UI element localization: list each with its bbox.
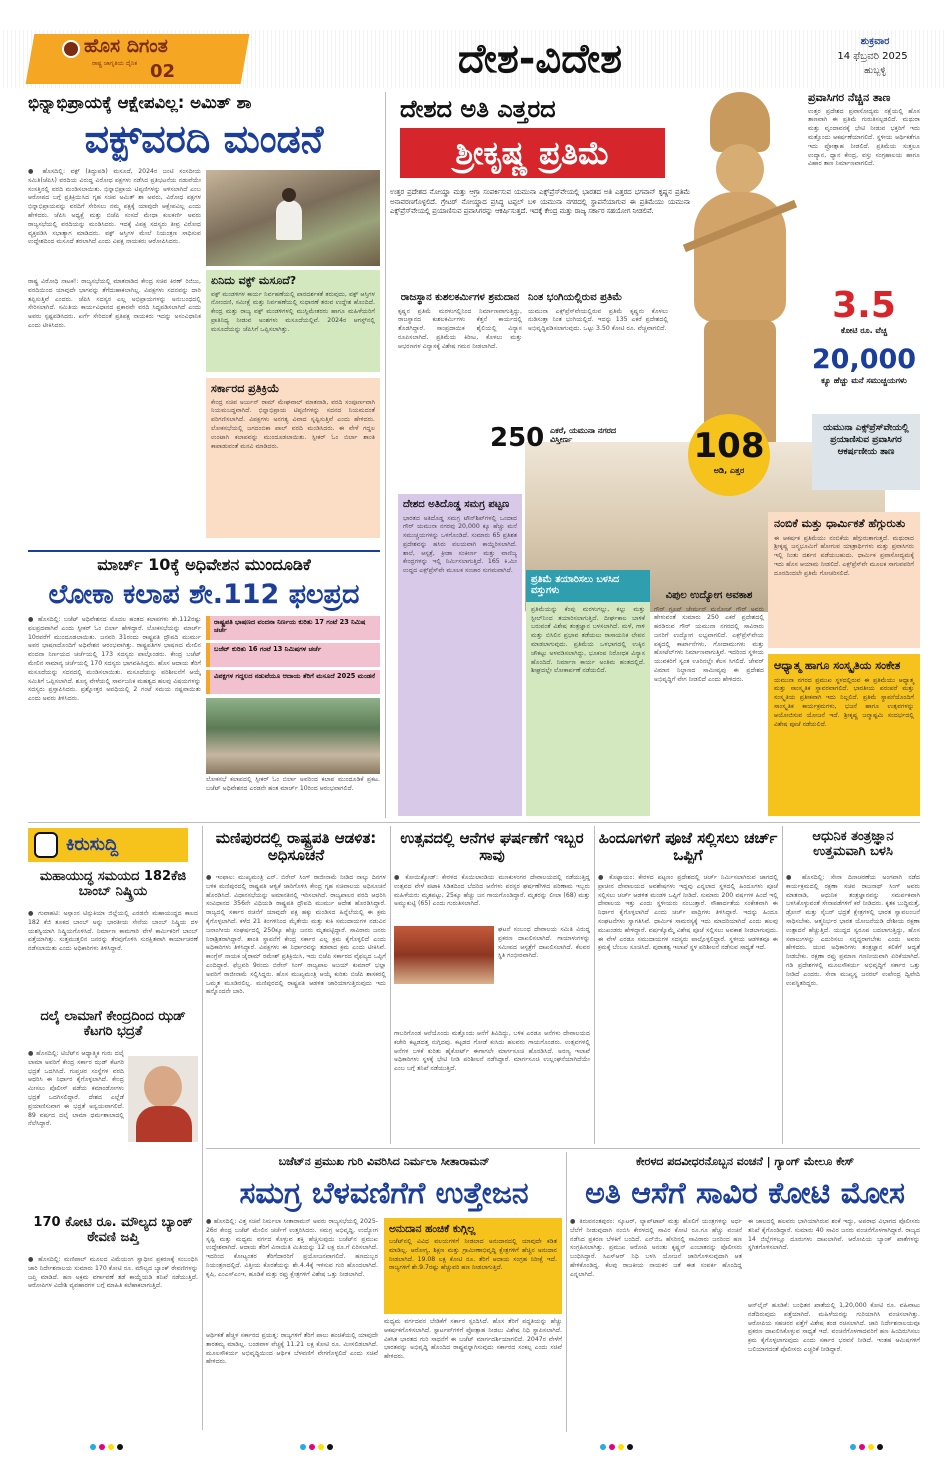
fraud-story xyxy=(570,1152,920,1432)
spiritual-box xyxy=(768,654,920,816)
brief-3-text: ● ಹೊಸದಿಲ್ಲಿ: ಮಣಿಪಾಲ್ ಮೂಲದ ವಿಮೆಯಂಗ ಸ್ವಾಧೀನ ಪ್ರಕರಣಕ್ಕೆ ಸಂಬಂಧಿಸಿ ಜಾರಿ ನಿರ್ದೇಶನಾಲಯ ಸುಮಾರು 170 ಕೋಟಿ ರೂ. ಮೌಲ್ಯದ ಬ್ಯಾಂಕ್ ಠೇವಣಿಗಳನ್ನು ಜಪ್ತಿ ಮಾಡಿದೆ. ಹಣ ಅಕ್ರಮ ವರ್ಗಾವಣೆ ತಡೆ ಕಾಯ್ದೆಯಡಿ ತನಿಖೆ ನಡೆಯುತ್ತಿದೆ. ಆರೋಪಿಗಳ ವಿದೇಶಿ ವ್ಯವಹಾರಗಳ ಬಗ್ಗೆ ಮಾಹಿತಿ ಕಲೆಹಾಕಲಾಗುತ್ತಿದೆ. xyxy=(28,1256,198,1290)
krishna-feature xyxy=(390,92,920,818)
waqf-body-2: ರಾಷ್ಟ್ರ ವಿರೋಧಿ ನಾಟಕ!: ರಾಜ್ಯಸಭೆಯಲ್ಲಿ ಮಾತನಾಡಿದ ಕೇಂದ್ರ ಸಚಿವ ಕಿರಣ್ ರಿಜಿಜು, ವರದಿಯಿಂದ ಯಾವುದೇ ಭಾಗವನ್ನು ತೆಗೆದುಹಾಕಲಾಗಿಲ್ಲ. ವಿಪಕ್ಷಗಳು ಸದನವನ್ನು ದಾರಿ ತಪ್ಪಿಸುತ್ತಿವೆ ಎಂದರು. ಜೆಪಿಸಿ ಸದಸ್ಯರ ಎಲ್ಲ ಅಭಿಪ್ರಾಯಗಳನ್ನು ಅನುಬಂಧದಲ್ಲಿ ಸೇರಿಸಲಾಗಿದೆ. ಸಮಿತಿಯ ಕಾರ್ಯವಿಧಾನದ ಪ್ರಕಾರವೇ ವರದಿ ಸಿದ್ಧಪಡಿಸಲಾಗಿದೆ ಎಂದು ಅವರು ಸ್ಪಷ್ಟಪಡಿಸಿದರು. ಖರ್ಗೆ ಸೇರಿದಂತೆ ಪ್ರತಿಪಕ್ಷ ನಾಯಕರು ಇದನ್ನು ಅಸಂವಿಧಾನಿಕ ಎಂದು ಟೀಕಿಸಿದರು. xyxy=(28,278,201,329)
krishna-kicker: ದೇಶದ ಅತಿ ಎತ್ತರದ xyxy=(400,96,556,123)
brief-2-title: ದಲೈ ಲಾಮಾಗೆ ಕೇಂದ್ರದಿಂದ ಝಡ್ ಕೆಟಗರಿ ಭದ್ರತೆ xyxy=(40,1010,186,1039)
houses-value: 20,000 xyxy=(811,344,917,375)
logo-text: ಹೊಸ ದಿಗಂತ xyxy=(84,36,168,57)
township-title: ದೇಶದ ಅತಿದೊಡ್ಡ ಸಮಗ್ರ ಪಟ್ಟಣ xyxy=(403,499,510,510)
elephant-story xyxy=(394,826,590,1144)
manipur-story xyxy=(206,826,386,1144)
brief-1-text: ● ಗುವಾಹಟಿ: ಅಸ್ಸಾಂನ ಟಿನ್ಸುಕಿಯಾ ಜಿಲ್ಲೆಯಲ್ಲಿ ಎರಡನೇ ಮಹಾಯುದ್ಧದ ಕಾಲದ 182 ಕೆಜಿ ತೂಕದ ಬಾಂಬ್ ಅನ್ನು ಭಾರತೀಯ ಸೇನೆಯ ಬಾಂಬ್ ನಿಷ್ಕ್ರಿಯ ದಳ ಯಶಸ್ವಿಯಾಗಿ ನಿಷ್ಕ್ರಿಯಗೊಳಿಸಿದೆ. ನಿರ್ಮಾಣ ಕಾಮಗಾರಿ ವೇಳೆ ಕಾರ್ಮಿಕರಿಗೆ ಬಾಂಬ್ ಪತ್ತೆಯಾಗಿತ್ತು. ಸುತ್ತಮುತ್ತಲಿನ ಜನರನ್ನು ತೆರವುಗೊಳಿಸಿ ಸುರಕ್ಷಿತವಾಗಿ ಕಾರ್ಯಾಚರಣೆ ನಡೆಸಲಾಯಿತು ಎಂದು ಅಧಿಕಾರಿಗಳು ತಿಳಿಸಿದ್ದಾರೆ. xyxy=(28,910,198,953)
waqf-story xyxy=(28,92,380,544)
waqf-government-box xyxy=(206,378,380,538)
column-divider xyxy=(385,92,386,818)
waqf-parliament-photo xyxy=(206,170,380,266)
region-box xyxy=(528,292,668,404)
rajasthan-title: ರಾಜಸ್ಥಾನ ಕುಶಲಕರ್ಮಿಗಳ ಶ್ರಮದಾನ xyxy=(400,292,520,303)
tech-text: ● ಹೊಸದಿಲ್ಲಿ: ಸೇನಾ ದಿನಾಚರಣೆಯ ಅಂಗವಾಗಿ ನಡೆದ ಕಾರ್ಯಕ್ರಮದಲ್ಲಿ ರಕ್ಷಣಾ ಸಚಿವ ರಾಜನಾಥ್ ಸಿಂಗ್ ಅವರು ಮಾತನಾಡಿ, ಆಧುನಿಕ ತಂತ್ರಜ್ಞಾನವನ್ನು ಸಮರ್ಪಕವಾಗಿ ಬಳಸಿಕೊಳ್ಳುವಂತೆ ಸೇನಾಪಡೆಗಳಿಗೆ ಕರೆ ನೀಡಿದರು. ಕೃತಕ ಬುದ್ಧಿಮತ್ತೆ, ಡ್ರೋನ್ ಮತ್ತು ಸೈಬರ್ ಭದ್ರತೆ ಕ್ಷೇತ್ರಗಳಲ್ಲಿ ಭಾರತ ಸ್ವಾವಲಂಬನೆ ಸಾಧಿಸಬೇಕು. ಆತ್ಮನಿರ್ಭರ ಭಾರತ ಯೋಜನೆಯಡಿ ದೇಶೀಯ ರಕ್ಷಣಾ ಉತ್ಪಾದನೆ ಹೆಚ್ಚುತ್ತಿದೆ. ಯುದ್ಧದ ಸ್ವರೂಪ ಬದಲಾಗುತ್ತಿದ್ದು, ಹೊಸ ಸವಾಲುಗಳನ್ನು ಎದುರಿಸಲು ಸನ್ನದ್ಧರಾಗಬೇಕು ಎಂದು ಅವರು ಹೇಳಿದರು. ಯುವ ಅಧಿಕಾರಿಗಳು ತಂತ್ರಜ್ಞಾನ ಕಲಿಕೆಗೆ ಆದ್ಯತೆ ನೀಡಬೇಕು. ರಕ್ಷಣಾ ರಫ್ತು ಪ್ರಮಾಣ ಗಣನೀಯವಾಗಿ ಏರಿಕೆಯಾಗಿದೆ. ಗಡಿ ಪ್ರದೇಶಗಳಲ್ಲಿ ಮೂಲಸೌಕರ್ಯ ಅಭಿವೃದ್ಧಿಗೆ ಸರ್ಕಾರ ಒತ್ತು ನೀಡಿದೆ ಎಂದರು. ಸೇನಾ ಮುಖ್ಯಸ್ಥ ಜನರಲ್ ಉಪೇಂದ್ರ ದ್ವಿವೇದಿ ಉಪಸ್ಥಿತರಿದ್ದರು. xyxy=(786,874,920,987)
registration-marks-mid-left xyxy=(300,1444,333,1450)
session-kicker: ಮಾರ್ಚ್ 10ಕ್ಕೆ ಅಧಿವೇಶನ ಮುಂದೂಡಿಕೆ xyxy=(97,556,311,574)
tourist-title: ಪ್ರವಾಸಿಗರ ನೆಚ್ಚಿನ ತಾಣ xyxy=(808,92,891,104)
logo-tagline: ರಾಷ್ಟ್ರ ಜಾಗೃತಿಯ ದೈನಿಕ xyxy=(92,60,138,67)
budget-kicker: ಬಜೆಟ್‌ನ ಪ್ರಮುಖ ಗುರಿ ವಿವರಿಸಿದ ನಿರ್ಮಲಾ ಸೀತಾರಾಮನ್ xyxy=(278,1156,490,1168)
kirusuddi-label: ಕಿರುಸುದ್ದಿ xyxy=(66,834,119,855)
waqf-government-text: ಕೇಂದ್ರ ಸಚಿವ ಅರ್ಜುನ್ ರಾಮ್ ಮೇಘವಾಲ್ ಮಾತನಾಡಿ, ವರದಿ ಸಂಪೂರ್ಣವಾಗಿ ನಿಯಮಬದ್ಧವಾಗಿದೆ. ಭಿನ್ನಾಭಿಪ್ರಾಯ ಟಿಪ್ಪಣಿಗಳನ್ನು ಸದನದ ನಿಯಮದಂತೆ ಪರಿಗಣಿಸಲಾಗಿದೆ. ವಿಪಕ್ಷಗಳು ಅನಗತ್ಯ ವಿವಾದ ಸೃಷ್ಟಿಸುತ್ತಿವೆ ಎಂದು ಹೇಳಿದರು. ಲೋಕಸಭೆಯಲ್ಲಿ ಜಗದಂಬಿಕಾ ಪಾಲ್ ವರದಿ ಮಂಡಿಸಿದರು. ಈ ವೇಳೆ ಗದ್ದಲ ಉಂಟಾಗಿ ಕಲಾಪವನ್ನು ಮುಂದೂಡಲಾಯಿತು. ಸ್ಪೀಕರ್ ಓಂ ಬಿರ್ಲಾ ಶಾಂತಿ ಕಾಪಾಡುವಂತೆ ಮನವಿ ಮಾಡಿದರು. xyxy=(211,398,375,450)
acres-value: 250 xyxy=(490,423,545,453)
height-label: ಅಡಿ, ಎತ್ತರ xyxy=(713,466,745,475)
session-body: ● ಹೊಸದಿಲ್ಲಿ: ಬಜೆಟ್ ಅಧಿವೇಶನದ ಮೊದಲ ಹಂತದ ಕಲಾಪಗಳು ಶೇ.112ರಷ್ಟು ಫಲಪ್ರದವಾಗಿವೆ ಎಂದು ಸ್ಪೀಕರ್ ಓಂ ಬಿರ್ಲಾ ಹೇಳಿದ್ದಾರೆ. ಲೋಕಸಭೆಯನ್ನು ಮಾರ್ಚ್ 10ರವರೆಗೆ ಮುಂದೂಡಲಾಯಿತು. ಜನವರಿ 31ರಂದು ರಾಷ್ಟ್ರಪತಿ ದ್ರೌಪದಿ ಮುರ್ಮು ಅವರ ಭಾಷಣದೊಂದಿಗೆ ಅಧಿವೇಶನ ಆರಂಭವಾಗಿತ್ತು. ರಾಷ್ಟ್ರಪತಿಗಳ ಭಾಷಣದ ಮೇಲಿನ ವಂದನಾ ನಿರ್ಣಯದ ಚರ್ಚೆಯಲ್ಲಿ 173 ಸದಸ್ಯರು ಪಾಲ್ಗೊಂಡರು. ಕೇಂದ್ರ ಬಜೆಟ್ ಮೇಲಿನ ಸಾಮಾನ್ಯ ಚರ್ಚೆಯಲ್ಲಿ 170 ಸದಸ್ಯರು ಭಾಗವಹಿಸಿದ್ದರು. ಹೊಸ ಆದಾಯ ತೆರಿಗೆ ಮಸೂದೆಯನ್ನು ಸದನದಲ್ಲಿ ಮಂಡಿಸಲಾಯಿತು. ಮಸೂದೆಯನ್ನು ಪರಿಶೀಲನೆಗೆ ಆಯ್ಕೆ ಸಮಿತಿಗೆ ಒಪ್ಪಿಸಲಾಗಿದೆ. ಶೂನ್ಯ ವೇಳೆಯಲ್ಲಿ ಸಾರ್ವಜನಿಕ ಮಹತ್ವದ ಹಲವು ವಿಷಯಗಳನ್ನು ಸದಸ್ಯರು ಪ್ರಸ್ತಾಪಿಸಿದರು. ಪ್ರಶ್ನೋತ್ತರ ಅವಧಿಯಲ್ಲಿ 2 ಗಂಟೆ ಸಮಯ ನಷ್ಟವಾಯಿತು ಎಂದು ಅವರು ತಿಳಿಸಿದರು. xyxy=(28,616,201,703)
registration-marks-mid-right xyxy=(600,1444,633,1450)
waqf-government-title: ಸರ್ಕಾರದ ಪ್ರತಿಕ್ರಿಯೆ xyxy=(211,382,280,395)
kirusuddi-column xyxy=(28,826,198,1430)
church-story xyxy=(598,826,778,1144)
church-headline: ಹಿಂದೂಗಳಿಗೆ ಪೂಜೆ ಸಲ್ಲಿಸಲು ಚರ್ಚ್ ಒಪ್ಪಿಗೆ xyxy=(598,830,778,865)
waqf-explainer-text: ವಕ್ಫ್ ಮಂಡಳಿಗಳ ಕಾರ್ಯ ನಿರ್ವಹಣೆಯಲ್ಲಿ ಪಾರದರ್ಶಕತೆ ತರುವುದು, ವಕ್ಫ್ ಆಸ್ತಿಗಳ ನೋಂದಣಿ, ಸಮೀಕ್ಷೆ ಮತ್ತು ನಿರ್ವಹಣೆಯಲ್ಲಿ ಸುಧಾರಣೆ ತರುವ ಉದ್ದೇಶ ಹೊಂದಿದೆ. ಕೇಂದ್ರ ಮತ್ತು ರಾಜ್ಯ ವಕ್ಫ್ ಮಂಡಳಿಗಳಲ್ಲಿ ಮುಸ್ಲಿಮೇತರರು ಹಾಗೂ ಮಹಿಳೆಯರಿಗೆ ಪ್ರಾತಿನಿಧ್ಯ ನೀಡುವ ಅಂಶಗಳು ಮಸೂದೆಯಲ್ಲಿವೆ. 2024ರ ಆಗಸ್ಟ್‌ನಲ್ಲಿ ಮಸೂದೆಯನ್ನು ಜೆಪಿಸಿಗೆ ಒಪ್ಪಿಸಲಾಗಿತ್ತು. xyxy=(211,290,375,333)
elephant-text-3: ಗಾಬರಿಗೊಂಡ ಆನೆಯೊಂದು ಮತ್ತೊಂದು ಆನೆಗೆ ತಿವಿದಿದ್ದು, ಬಳಿಕ ಎರಡೂ ಆನೆಗಳು ದೇವಾಲಯದ ಕಚೇರಿ ಕಟ್ಟಡದತ್ತ ನುಗ್ಗಿದವು. ಕಟ್ಟಡದ ಗೋಡೆ ಕುಸಿದು ಹಲವರು ಗಾಯಗೊಂಡರು. ಉತ್ಸವಗಳಲ್ಲಿ ಆನೆಗಳ ಬಳಕೆ ಕುರಿತು ಹೈಕೋರ್ಟ್ ಈಗಾಗಲೇ ಮಾರ್ಗಸೂಚಿ ಹೊರಡಿಸಿದೆ. ಅರಣ್ಯ ಇಲಾಖೆ ಅಧಿಕಾರಿಗಳು ಸ್ಥಳಕ್ಕೆ ಭೇಟಿ ನೀಡಿ ಪರಿಶೀಲನೆ ನಡೆಸಿದ್ದಾರೆ. ಮಾರ್ಗಸೂಚಿ ಉಲ್ಲಂಘನೆಯಾಗಿದೆಯೇ ಎಂಬ ಬಗ್ಗೆ ತನಿಖೆ ನಡೆಯುತ್ತಿದೆ. xyxy=(394,1030,590,1073)
faith-text: ಈ ಆಕರ್ಷಕ ಪ್ರತಿಮೆಯು ನಂಬಿಕೆಯ ಹೆಗ್ಗುರುತಾಗುತ್ತದೆ. ಮಥುರಾದ ಶ್ರೀಕೃಷ್ಣ ಜನ್ಮಭೂಮಿಗೆ ಹೋಗುವ ಯಾತ್ರಾರ್ಥಿಗಳು ಮತ್ತು ಪ್ರವಾಸಿಗರು ಇಲ್ಲಿ ನಿಂತು ದರ್ಶನ ಪಡೆಯಬಹುದು. ಧಾರ್ಮಿಕ ಪ್ರವಾಸೋದ್ಯಮಕ್ಕೆ ಇದು ಹೊಸ ಆಯಾಮ ನೀಡಲಿದೆ. ಎಕ್ಸ್‌ಪ್ರೆಸ್‌ವೇ ಮೂಲಕ ಸಾಗುವವರಿಗೆ ದೂರದಿಂದಲೇ ಪ್ರತಿಮೆ ಗೋಚರಿಸಲಿದೆ. xyxy=(774,534,914,577)
budget-grant-box xyxy=(384,1218,562,1314)
materials-text: ಪ್ರತಿಮೆಯನ್ನು ಕೆಂಪು ಮರಳುಗಲ್ಲು, ಕಲ್ಲು ಮತ್ತು ಸ್ಟೀಲ್‌ನಿಂದ ತಯಾರಿಸಲಾಗುತ್ತಿದೆ. ದೀರ್ಘಕಾಲ ಬಾಳಿಕೆ ಬರುವಂತೆ ವಿಶೇಷ ತಂತ್ರಜ್ಞಾನ ಬಳಸಲಾಗಿದೆ. ಮಳೆ, ಗಾಳಿ ಮತ್ತು ಬಿಸಿಲಿನ ಪ್ರಭಾವ ತಡೆಯಲು ರಾಸಾಯನಿಕ ಲೇಪನ ಮಾಡಲಾಗುವುದು. ಪ್ರತಿಮೆಯ ಒಳಭಾಗದಲ್ಲಿ ಉಕ್ಕಿನ ಚೌಕಟ್ಟು ಅಳವಡಿಸಲಾಗಿದ್ದು, ಭೂಕಂಪ ನಿರೋಧಕ ವಿನ್ಯಾಸ ಹೊಂದಿದೆ. ನಿರ್ಮಾಣ ಕಾರ್ಯ ಅಂತಿಮ ಹಂತದಲ್ಲಿದೆ. ಶೀಘ್ರದಲ್ಲೇ ಲೋಕಾರ್ಪಣೆ ನಡೆಯಲಿದೆ. xyxy=(531,605,645,675)
brief-1-title: ಮಹಾಯುದ್ಧ ಸಮಯದ 182ಕೆಜಿ ಬಾಂಬ್ ನಿಷ್ಕ್ರಿಯ xyxy=(39,870,187,899)
tech-story xyxy=(786,826,920,1144)
row-divider xyxy=(28,822,920,823)
cost-value: 3.5 xyxy=(832,286,896,326)
budget-text-1: ● ಹೊಸದಿಲ್ಲಿ: ವಿತ್ತ ಸಚಿವೆ ನಿರ್ಮಲಾ ಸೀತಾರಾಮನ್ ಅವರು ರಾಜ್ಯಸಭೆಯಲ್ಲಿ 2025-26ರ ಕೇಂದ್ರ ಬಜೆಟ್ ಮೇಲಿನ ಚರ್ಚೆಗೆ ಉತ್ತರಿಸಿದರು. ಸಮಗ್ರ ಅಭಿವೃದ್ಧಿ, ಉದ್ಯೋಗ ಸೃಷ್ಟಿ ಮತ್ತು ಮಧ್ಯಮ ವರ್ಗದ ಕೊಳ್ಳುವ ಶಕ್ತಿ ಹೆಚ್ಚಿಸುವುದು ಬಜೆಟ್‌ನ ಪ್ರಮುಖ ಉದ್ದೇಶವಾಗಿದೆ. ಆದಾಯ ತೆರಿಗೆ ವಿನಾಯಿತಿ ಮಿತಿಯನ್ನು 12 ಲಕ್ಷ ರೂ.ಗೆ ಏರಿಸಲಾಗಿದೆ. ಇದರಿಂದ ಕೋಟ್ಯಂತರ ತೆರಿಗೆದಾರರಿಗೆ ಪ್ರಯೋಜನವಾಗಲಿದೆ. ಹಣದುಬ್ಬರ ನಿಯಂತ್ರಣದಲ್ಲಿದೆ. ವಿತ್ತೀಯ ಕೊರತೆಯನ್ನು ಶೇ.4.4ಕ್ಕೆ ಇಳಿಸುವ ಗುರಿ ಹೊಂದಲಾಗಿದೆ. ಕೃಷಿ, ಎಂಎಸ್‌ಎಂಇ, ಹೂಡಿಕೆ ಮತ್ತು ರಫ್ತು ಕ್ಷೇತ್ರಗಳಿಗೆ ವಿಶೇಷ ಒತ್ತು ನೀಡಲಾಗಿದೆ. xyxy=(206,1218,378,1278)
waqf-kicker: ಭಿನ್ನಾಭಿಪ್ರಾಯಕ್ಕೆ ಆಕ್ಷೇಪವಿಲ್ಲ: ಅಮಿತ್ ಶಾ xyxy=(28,94,252,112)
krishna-intro: ಉತ್ತರ ಪ್ರದೇಶದ ನೋಯ್ಡಾ ಮತ್ತು ಆಗ್ರಾ ಸಂಪರ್ಕಿಸುವ ಯಮುನಾ ಎಕ್ಸ್‌ಪ್ರೆಸ್‌ವೇಯಲ್ಲಿ ಭಾರತದ ಅತಿ ಎತ್ತರದ ಭಗವಾನ್ ಕೃಷ್ಣನ ಪ್ರತಿಮೆ ಅನಾವರಣಗೊಳ್ಳಲಿದೆ. ಗ್ರೇಟರ್ ನೋಯ್ಡಾದ ಪ್ರಸಿದ್ಧ ಟಪ್ಪಲ್ ಬಳಿ ಯಮುನಾ ನಗರದಲ್ಲಿ ಸ್ಥಾಪನೆಯಾಗುವ ಈ ಪ್ರತಿಮೆಯು ಯಮುನಾ ಎಕ್ಸ್‌ಪ್ರೆಸ್‌ವೇಯಲ್ಲಿ ಪ್ರಯಾಣಿಸುವ ಪ್ರವಾಸಿಗರನ್ನು ಆಕರ್ಷಿಸುತ್ತದೆ. ಇದಕ್ಕೆ ಕೇಂದ್ರ ಮತ್ತು ರಾಜ್ಯ ಸರ್ಕಾರ ಸಹಯೋಗ ನೀಡಲಿವೆ. xyxy=(390,188,690,216)
fraud-headline: ಅತಿ ಆಸೆಗೆ ಸಾವಿರ ಕೋಟಿ ಮೋಸ xyxy=(585,1176,905,1211)
acres-label: ಎಕರೆ, ಯಮುನಾ ನಗರದ ವಿಸ್ತೀರ್ಣ xyxy=(550,426,617,445)
waqf-explainer-box xyxy=(206,270,380,372)
height-badge xyxy=(688,414,770,496)
tourist-text: ಉತ್ತರ ಪ್ರದೇಶದ ಪ್ರವಾಸೋದ್ಯಮ ನಕ್ಷೆಯಲ್ಲಿ ಹೊಸ ತಾಣವಾಗಿ ಈ ಪ್ರತಿಮೆ ಗುರುತಿಸಲ್ಪಡಲಿದೆ. ಮಥುರಾ ಮತ್ತು ವೃಂದಾವನಕ್ಕೆ ಭೇಟಿ ನೀಡುವ ಭಕ್ತರಿಗೆ ಇದು ಮತ್ತೊಂದು ಆಕರ್ಷಣೆಯಾಗಲಿದೆ. ಸ್ಥಳೀಯ ಆರ್ಥಿಕತೆಗೂ ಇದು ಪ್ರೋತ್ಸಾಹ ನೀಡಲಿದೆ. ಪ್ರತಿಮೆಯ ಸುತ್ತಲೂ ಉದ್ಯಾನ, ಧ್ಯಾನ ಕೇಂದ್ರ, ವಸ್ತು ಸಂಗ್ರಹಾಲಯ ಹಾಗೂ ವಿಹಾರ ತಾಣ ನಿರ್ಮಾಣವಾಗಲಿದೆ. xyxy=(808,107,920,168)
hand-icon xyxy=(34,832,58,858)
manipur-headline: ಮಣಿಪುರದಲ್ಲಿ ರಾಷ್ಟ್ರಪತಿ ಆಡಳಿತ: ಅಧಿಸೂಚನೆ xyxy=(215,830,377,865)
height-value: 108 xyxy=(693,426,765,466)
session-top-rule xyxy=(28,550,380,552)
faith-box xyxy=(768,512,920,648)
column-divider-4 xyxy=(594,826,595,1144)
jobs-text: ಗೌರ್ ಗ್ರೂಪ್ ಚೇರ್ಮನ್ ಮನೋಜ್ ಗೌರ್ ಅವರು ಹೇಳುವಂತೆ ಸುಮಾರು 250 ಎಕರೆ ಪ್ರದೇಶದಲ್ಲಿ ಹರಡಿರುವ ಗೌರ್ ಯಮುನಾ ನಗರದಲ್ಲಿ ಸಾವಿರಾರು ಜನರಿಗೆ ಉದ್ಯೋಗ ಲಭ್ಯವಾಗಲಿದೆ. ಎಕ್ಸ್‌ಪ್ರೆಸ್‌ವೇಯ ಪಕ್ಕದಲ್ಲಿ ಕಾರ್ಖಾನೆಗಳು, ಗೋದಾಮುಗಳು ಮತ್ತು ಹೋಟೆಲ್‌ಗಳು ನಿರ್ಮಾಣವಾಗುತ್ತಿವೆ. ಇದರಿಂದ ಸ್ಥಳೀಯ ಯುವಕರಿಗೆ ಸ್ವಂತ ಊರಿನಲ್ಲೇ ಕೆಲಸ ಸಿಗಲಿದೆ. ಜೇವರ್ ವಿಮಾನ ನಿಲ್ದಾಣದ ಸಾಮೀಪ್ಯವು ಈ ಪ್ರದೇಶದ ಅಭಿವೃದ್ಧಿಗೆ ವೇಗ ನೀಡಲಿದೆ ಎಂದು ಹೇಳಿದರು. xyxy=(654,605,764,683)
region-title: ನಿಂತ ಭಂಗಿಯಲ್ಲಿರುವ ಪ್ರತಿಮೆ xyxy=(528,292,623,303)
tech-headline: ಆಧುನಿಕ ತಂತ್ರಜ್ಞಾನ ಉತ್ತಮವಾಗಿ ಬಳಸಿ xyxy=(812,830,894,859)
jobs-box xyxy=(654,590,764,816)
lotus-logo-icon xyxy=(62,40,80,58)
krishna-headline: ಶ್ರೀಕೃಷ್ಣ ಪ್ರತಿಮೆ xyxy=(400,128,665,178)
row-divider-2 xyxy=(206,1148,920,1149)
materials-box xyxy=(526,570,650,816)
elephant-text-2: ಘಟನೆ ಸಂಬಂಧ ದೇವಾಲಯ ಸಮಿತಿ ವಿರುದ್ಧ ಪ್ರಕರಣ ದಾಖಲಿಸಲಾಗಿದೆ. ಗಾಯಾಳುಗಳನ್ನು ಸಮೀಪದ ಆಸ್ಪತ್ರೆಗೆ ದಾಖಲಿಸಲಾಗಿದೆ. ಕೆಲವರ ಸ್ಥಿತಿ ಗಂಭೀರವಾಗಿದೆ. xyxy=(498,926,590,960)
session-headline: ಲೋಕಾ ಕಲಾಪ ಶೇ.112 ಫಲಪ್ರದ xyxy=(48,579,360,610)
registration-marks-left xyxy=(90,1444,123,1450)
budget-story xyxy=(206,1152,562,1432)
session-highlight-3: ವಿಪಕ್ಷಗಳ ಗದ್ದಲದ ನಡುವೆಯೂ ಆದಾಯ ತೆರಿಗೆ ಮಸೂದೆ 2025 ಮಂಡನೆ xyxy=(206,670,380,694)
rajasthan-text: ಕೃಷ್ಣನ ಪ್ರತಿಮೆ ಮರಳುಗಲ್ಲಿನಿಂದ ನಿರ್ಮಾಣವಾಗುತ್ತಿದ್ದು, ರಾಜಸ್ಥಾನದ ಕುಶಲಕರ್ಮಿಗಳು ಕೆತ್ತನೆ ಕಾರ್ಯದಲ್ಲಿ ತೊಡಗಿದ್ದಾರೆ. ಸಾಂಪ್ರದಾಯಿಕ ಶೈಲಿಯಲ್ಲಿ ವಿನ್ಯಾಸ ರೂಪಿಸಲಾಗಿದೆ. ಪ್ರತಿಮೆಯ ಕಿರೀಟ, ಕೊಳಲು ಮತ್ತು ಆಭರಣಗಳ ವಿನ್ಯಾಸಕ್ಕೆ ವಿಶೇಷ ಗಮನ ನೀಡಲಾಗಿದೆ. xyxy=(398,307,522,350)
temple-photo xyxy=(394,926,494,984)
budget-text-2: ಆರ್ಥಿಕತೆ ಹೆಚ್ಚಳ ಸರ್ಕಾರದ ಪ್ರಯತ್ನ: ರಾಜ್ಯಗಳಿಗೆ ತೆರಿಗೆ ಪಾಲು ಹಂಚಿಕೆಯಲ್ಲಿ ಯಾವುದೇ ತಾರತಮ್ಯ ಮಾಡಿಲ್ಲ. ಬಂಡವಾಳ ವೆಚ್ಚಕ್ಕೆ 11.21 ಲಕ್ಷ ಕೋಟಿ ರೂ. ಮೀಸಲಿಡಲಾಗಿದೆ. ಮೂಲಸೌಕರ್ಯ ಅಭಿವೃದ್ಧಿಯಿಂದ ಆರ್ಥಿಕ ಬೆಳವಣಿಗೆ ವೇಗಗೊಳ್ಳಲಿದೆ ಎಂದು ಸಚಿವೆ ಹೇಳಿದರು. xyxy=(206,1332,378,1366)
yamuna-callout: ಯಮುನಾ ಎಕ್ಸ್‌ಪ್ರೆಸ್‌ವೇಯಲ್ಲಿ ಪ್ರಯಾಣಿಸುವ ಪ್ರವಾಸಿಗರ ಆಕರ್ಷಣೀಯ ತಾಣ xyxy=(812,414,920,490)
region-text: ಯಮುನಾ ಎಕ್ಸ್‌ಪ್ರೆಸ್‌ವೇಯಲ್ಲಿರುವ ಪ್ರತಿಮೆ ಕೃಷ್ಣನು ಕೊಳಲು ನುಡಿಸುತ್ತಾ ನಿಂತ ಭಂಗಿಯಲ್ಲಿದೆ. ಇದನ್ನು 135 ಎಕರೆ ಪ್ರದೇಶದಲ್ಲಿ ಅಭಿವೃದ್ಧಿಪಡಿಸಲಾಗುವುದು. ಒಟ್ಟು 3.50 ಕೋಟಿ ರೂ. ವೆಚ್ಚವಾಗಲಿದೆ. xyxy=(528,307,668,333)
masthead xyxy=(0,30,945,88)
waqf-body-1: ● ಹೊಸದಿಲ್ಲಿ: ವಕ್ಫ್ (ತಿದ್ದುಪಡಿ) ಮಸೂದೆ, 2024ರ ಜಂಟಿ ಸಂಸದೀಯ ಸಮಿತಿ(ಜೆಪಿಸಿ) ವರದಿಯ ವಿರುದ್ಧ ವಿರೋಧ ಪಕ್ಷಗಳು ನಡೆಸಿದ ಪ್ರತಿಭಟನೆಯ ನಡುವೆಯೇ ಸಂಸತ್ತಿನಲ್ಲಿ ವರದಿ ಮಂಡಿಸಲಾಯಿತು. ಭಿನ್ನಾಭಿಪ್ರಾಯ ಟಿಪ್ಪಣಿಗಳನ್ನು ಅಳಿಸಲಾಗಿದೆ ಎಂಬ ಆರೋಪದ ಬಗ್ಗೆ ಪ್ರತಿಕ್ರಿಯಿಸಿದ ಗೃಹ ಸಚಿವ ಅಮಿತ್ ಶಾ ಅವರು, ವಿರೋಧ ಪಕ್ಷಗಳ ಭಿನ್ನಾಭಿಪ್ರಾಯವನ್ನು ವರದಿಗೆ ಸೇರಿಸಲು ನಮ್ಮ ಪಕ್ಷಕ್ಕೆ ಯಾವುದೇ ಆಕ್ಷೇಪವಿಲ್ಲ ಎಂದು ಹೇಳಿದರು. ಜೆಪಿಸಿ ಅಧ್ಯಕ್ಷೆ ಮತ್ತು ಬಿಜೆಪಿ ಸಂಸದೆ ಮೇಧಾ ಕುಲಕರ್ಣಿ ಅವರು ರಾಜ್ಯಸಭೆಯಲ್ಲಿ ವರದಿಯನ್ನು ಮಂಡಿಸಿದರು. ಇದಕ್ಕೆ ವಿಪಕ್ಷ ಸದಸ್ಯರು ತೀವ್ರ ವಿರೋಧ ವ್ಯಕ್ತಪಡಿಸಿ ಸಭಾತ್ಯಾಗ ಮಾಡಿದರು. ವಕ್ಫ್ ಆಸ್ತಿಗಳ ಮೇಲೆ ನಿಯಂತ್ರಣ ಸಾಧಿಸುವ ಉದ್ದೇಶದಿಂದ ಮಸೂದೆ ತರಲಾಗಿದೆ ಎಂದು ವಿಪಕ್ಷ ನಾಯಕರು ಆರೋಪಿಸಿದರು. xyxy=(28,168,201,246)
spiritual-title: ಆಧ್ಯಾತ್ಮ ಹಾಗೂ ಸಂಸ್ಕೃತಿಯ ಸಂಕೇತ xyxy=(774,659,901,672)
kirusuddi-banner xyxy=(28,828,188,862)
materials-title: ಪ್ರತಿಮೆ ತಯಾರಿಸಲು ಬಳಸಿದ ವಸ್ತುಗಳು xyxy=(526,570,650,602)
lok-sabha-caption: ಲೋಕಸಭೆ ಕಲಾಪದಲ್ಲಿ ಸ್ಪೀಕರ್ ಓಂ ಬಿರ್ಲಾ ಅವರಿಂದ ಕಲಾಪ ಮುಂದೂಡಿಕೆ ಪ್ರಕಟ. ಬಜೆಟ್ ಅಧಿವೇಶನದ ಎರಡನೇ ಹಂತ ಮಾರ್ಚ್ 10ರಿಂದ ಆರಂಭವಾಗಲಿದೆ. xyxy=(206,776,380,792)
faith-title: ನಂಬಿಕೆ ಮತ್ತು ಧಾರ್ಮಿಕತೆ ಹೆಗ್ಗುರುತು xyxy=(774,517,906,530)
church-text: ● ಕೊಟ್ಟಾಯಂ: ಕೇರಳದ ಪಟ್ಟಣಂ ಪ್ರದೇಶದಲ್ಲಿ ಚರ್ಚ್ ನಿರ್ಮಿಸಲಾಗಿರುವ ಜಾಗದಲ್ಲಿ ಪ್ರಾಚೀನ ದೇವಾಲಯದ ಅವಶೇಷಗಳು ಇದ್ದವು ಎನ್ನಲಾದ ಸ್ಥಳದಲ್ಲಿ ಹಿಂದೂಗಳು ಪೂಜೆ ಸಲ್ಲಿಸಲು ಚರ್ಚ್ ಆಡಳಿತ ಮಂಡಳಿ ಒಪ್ಪಿಗೆ ನೀಡಿದೆ. ಸುಮಾರು 200 ವರ್ಷಗಳ ಹಿಂದೆ ಇಲ್ಲಿ ದೇವಾಲಯ ಇತ್ತು ಎಂದು ಸ್ಥಳೀಯರು ನಂಬುತ್ತಾರೆ. ಸೌಹಾರ್ದತೆಯ ಸಂಕೇತವಾಗಿ ಈ ನಿರ್ಧಾರ ಕೈಗೊಳ್ಳಲಾಗಿದೆ ಎಂದು ಚರ್ಚ್ ಪಾದ್ರಿಗಳು ತಿಳಿಸಿದ್ದಾರೆ. ಇದನ್ನು ಹಿಂದೂ ಸಂಘಟನೆಗಳು ಸ್ವಾಗತಿಸಿವೆ. ಧಾರ್ಮಿಕ ಸಾಮರಸ್ಯಕ್ಕೆ ಇದು ಮಾದರಿಯಾಗಿದೆ ಎಂದು ಹಲವು ಮುಖಂಡರು ಹೇಳಿದ್ದಾರೆ. ವರ್ಷಕ್ಕೊಮ್ಮೆ ವಿಶೇಷ ಪೂಜೆ ಸಲ್ಲಿಸಲು ಅವಕಾಶ ನೀಡಲಾಗುವುದು. ಈ ವೇಳೆ ಎರಡೂ ಸಮುದಾಯಗಳ ಸದಸ್ಯರು ಪಾಲ್ಗೊಳ್ಳಲಿದ್ದಾರೆ. ಸ್ಥಳೀಯ ಆಡಳಿತವೂ ಈ ಕ್ರಮಕ್ಕೆ ಬೆಂಬಲ ಸೂಚಿಸಿದೆ. ಪುರಾತತ್ವ ಇಲಾಖೆ ಸ್ಥಳ ಪರಿಶೀಲನೆ ನಡೆಸುವ ಸಾಧ್ಯತೆ ಇದೆ. xyxy=(598,874,778,952)
krishna-tourist-sidebar xyxy=(808,92,920,412)
budget-grant-title: ಅನುದಾನ ಹಂಚಿಕೆ ಕುಗ್ಗಿಲ್ಲ xyxy=(389,1223,476,1235)
waqf-headline: ವಕ್ಫ್‌ವರದಿ ಮಂಡನೆ xyxy=(84,117,324,161)
registration-marks-right xyxy=(850,1444,883,1450)
session-highlight-1: ರಾಷ್ಟ್ರಪತಿ ಭಾಷಣದ ವಂದನಾ ನಿರ್ಣಯ ಕುರಿತು 17 ಗಂಟೆ 23 ನಿಮಿಷ ಚರ್ಚೆ xyxy=(206,616,380,640)
fraud-kicker: ಕೇರಳದ ಪದವೀಧರನೊಬ್ಬನ ವಂಚನೆ | ಗ್ಯಾಂಗ್ ಮೇಲೂ ಕೇಸ್ xyxy=(635,1156,855,1168)
township-box xyxy=(398,494,522,816)
section-title: ದೇಶ-ವಿದೇಶ xyxy=(457,36,623,82)
houses-label: ಕ್ಯೂ ಹೆಚ್ಚು ಮನೆ ಸಮುಚ್ಚಯಗಳು xyxy=(821,376,907,385)
fraud-text-2: ಈ ಜಾಲದಲ್ಲಿ ಹಲವರು ಭಾಗಿಯಾಗಿರುವ ಶಂಕೆ ಇದ್ದು, ಅಪರಾಧ ವಿಭಾಗದ ಪೊಲೀಸರು ತನಿಖೆ ಕೈಗೊಂಡಿದ್ದಾರೆ. ಸುಮಾರು 40 ಸಾವಿರ ಜನರು ವಂಚನೆಗೊಳಗಾಗಿದ್ದಾರೆ. ರಾಜ್ಯದ 14 ಜಿಲ್ಲೆಗಳಲ್ಲೂ ದೂರುಗಳು ದಾಖಲಾಗಿವೆ. ಆರೋಪಿಯ ಬ್ಯಾಂಕ್ ಖಾತೆಗಳನ್ನು ಸ್ಥಗಿತಗೊಳಿಸಲಾಗಿದೆ. xyxy=(748,1218,920,1252)
brief-3-title: 170 ಕೋಟಿ ರೂ. ಮೌಲ್ಯದ ಬ್ಯಾಂಕ್ ಠೇವಣಿ ಜಪ್ತಿ xyxy=(33,1216,193,1245)
spiritual-text: ಯಮುನಾ ನಗರದ ಪ್ರಮುಖ ಸ್ಥಳದಲ್ಲಿರುವ ಈ ಪ್ರತಿಮೆಯು ಆಧ್ಯಾತ್ಮ ಮತ್ತು ಸಾಂಸ್ಕೃತಿಕ ಸ್ಥಾವರವಾಗಲಿದೆ. ಭಾರತೀಯ ಪರಂಪರೆ ಮತ್ತು ಸಂಸ್ಕೃತಿಯ ಪ್ರತೀಕವಾಗಿ ಇದು ನಿಲ್ಲಲಿದೆ. ಪ್ರತಿಮೆ ಸ್ಥಾಪನೆಯೊಂದಿಗೆ ಸಾಂಸ್ಕೃತಿಕ ಕಾರ್ಯಕ್ರಮಗಳು, ಭಜನೆ ಹಾಗೂ ಉತ್ಸವಗಳನ್ನು ಆಯೋಜಿಸುವ ಯೋಜನೆ ಇದೆ. ಶ್ರೀಕೃಷ್ಣ ಜನ್ಮಾಷ್ಟಮಿ ಸಂದರ್ಭದಲ್ಲಿ ವಿಶೇಷ ಪೂಜೆ ನಡೆಯಲಿದೆ. xyxy=(774,676,914,728)
cost-label: ಕೋಟಿ ರೂ. ವೆಚ್ಚ xyxy=(840,326,888,335)
budget-text-3: ಮಧ್ಯಮ ವರ್ಗದವರ ಬೇಡಿಕೆಗೆ ಸರ್ಕಾರ ಸ್ಪಂದಿಸಿದೆ. ಹೊಸ ತೆರಿಗೆ ಪದ್ಧತಿಯನ್ನು ಹೆಚ್ಚು ಆಕರ್ಷಕಗೊಳಿಸಲಾಗಿದೆ. ಸ್ಟಾರ್ಟಪ್‌ಗಳಿಗೆ ಪ್ರೋತ್ಸಾಹ ನೀಡಲು ವಿಶೇಷ ನಿಧಿ ಸ್ಥಾಪಿಸಲಾಗಿದೆ. ವಿಕಸಿತ ಭಾರತದ ಗುರಿ ಸಾಧನೆಗೆ ಈ ಬಜೆಟ್ ಮಾರ್ಗದರ್ಶಿಯಾಗಲಿದೆ. 2047ರ ವೇಳೆಗೆ ಭಾರತವನ್ನು ಅಭಿವೃದ್ಧಿ ಹೊಂದಿದ ರಾಷ್ಟ್ರವನ್ನಾಗಿಸುವುದು ಸರ್ಕಾರದ ಸಂಕಲ್ಪ ಎಂದು ಸಚಿವೆ ಹೇಳಿದರು. xyxy=(384,1318,562,1361)
column-divider-5 xyxy=(782,826,783,1144)
elephant-text-1: ● ಕೋಯಿಕ್ಕೋಡ್: ಕೇರಳದ ಕೊಯಿಲಾಂಡಿಯ ಮಣಕುಳಂಗರ ದೇವಾಲಯದಲ್ಲಿ ನಡೆಯುತ್ತಿದ್ದ ಉತ್ಸವದ ವೇಳೆ ಪಟಾಕಿ ಸಿಡಿತದಿಂದ ಬೆದರಿದ ಆನೆಗಳು ಪರಸ್ಪರ ಘರ್ಷಣೆಗಿಳಿದ ಪರಿಣಾಮ ಇಬ್ಬರು ಮಹಿಳೆಯರು ಮೃತಪಟ್ಟು, 25ಕ್ಕೂ ಹೆಚ್ಚು ಜನ ಗಾಯಗೊಂಡಿದ್ದಾರೆ. ಮೃತರನ್ನು ಲೀಲಾ (68) ಮತ್ತು ಅಮ್ಮುಕುಟ್ಟಿ (65) ಎಂದು ಗುರುತಿಸಲಾಗಿದೆ. xyxy=(394,874,590,908)
dalai-lama-photo xyxy=(128,1056,198,1142)
issue-date: 14 ಫೆಬ್ರವರಿ 2025 xyxy=(837,51,908,62)
budget-headline: ಸಮಗ್ರ ಬೆಳವಣಿಗೆಗೆ ಉತ್ತೇಜನ xyxy=(239,1176,529,1211)
fraud-text-1: ● ತಿರುವನಂತಪುರಂ: ಸ್ಕೂಟರ್, ಲ್ಯಾಪ್‌ಟಾಪ್ ಮತ್ತು ಹೊಲಿಗೆ ಯಂತ್ರಗಳನ್ನು ಅರ್ಧ ಬೆಲೆಗೆ ನೀಡುವುದಾಗಿ ನಂಬಿಸಿ ಕೇರಳದಲ್ಲಿ ಸಾವಿರ ಕೋಟಿ ರೂ.ಗೂ ಹೆಚ್ಚು ವಂಚನೆ ನಡೆಸಿದ ಪ್ರಕರಣ ಬೆಳಕಿಗೆ ಬಂದಿದೆ. ಎನ್‌ಜಿಒ ಹೆಸರಿನಲ್ಲಿ ಸಾವಿರಾರು ಜನರಿಂದ ಹಣ ಸಂಗ್ರಹಿಸಲಾಗಿತ್ತು. ಪ್ರಮುಖ ಆರೋಪಿ ಅನಂತು ಕೃಷ್ಣನ್ ಎಂಬಾತನನ್ನು ಪೊಲೀಸರು ಬಂಧಿಸಿದ್ದಾರೆ. ಸಿಎಸ್‌ಆರ್ ನಿಧಿ ಬಳಸಿ ಯೋಜನೆ ಜಾರಿಗೊಳಿಸುವುದಾಗಿ ಆತ ಹೇಳಿಕೊಂಡಿದ್ದ. ಕೆಲವು ರಾಜಕೀಯ ನಾಯಕರ ಜತೆ ಈತ ಸಂಪರ್ಕ ಹೊಂದಿದ್ದ ಎನ್ನಲಾಗಿದೆ. xyxy=(570,1218,742,1278)
session-story xyxy=(28,550,380,816)
lok-sabha-photo xyxy=(206,698,380,774)
brief-2-text: ● ಹೊಸದಿಲ್ಲಿ: ಟಿಬೆಟ್‌ನ ಆಧ್ಯಾತ್ಮಿಕ ಗುರು ದಲೈ ಲಾಮಾ ಅವರಿಗೆ ಕೇಂದ್ರ ಸರ್ಕಾರ ಝಡ್ ಕೆಟಗರಿ ಭದ್ರತೆ ಒದಗಿಸಿದೆ. ಗುಪ್ತಚರ ಸಂಸ್ಥೆಗಳ ವರದಿ ಆಧರಿಸಿ ಈ ನಿರ್ಧಾರ ಕೈಗೊಳ್ಳಲಾಗಿದೆ. ಕೇಂದ್ರ ಮೀಸಲು ಪೊಲೀಸ್ ಪಡೆಯ ಕಮಾಂಡೋಗಳು ಭದ್ರತೆ ಒದಗಿಸಲಿದ್ದಾರೆ. ದೇಶದ ಎಲ್ಲೆಡೆ ಪ್ರಯಾಣಿಸುವಾಗ ಈ ಭದ್ರತೆ ಅನ್ವಯವಾಗಲಿದೆ. 89 ವರ್ಷದ ದಲೈ ಲಾಮಾ ಧರ್ಮಶಾಲಾದಲ್ಲಿ ನೆಲೆಸಿದ್ದಾರೆ. xyxy=(28,1050,124,1128)
jobs-title: ವಿಪುಲ ಉದ್ಯೋಗ ಅವಕಾಶ xyxy=(665,590,753,601)
budget-grant-text: ಬಜೆಟ್‌ನಲ್ಲಿ ವಿವಿಧ ವಲಯಗಳಿಗೆ ನೀಡಲಾದ ಅನುದಾನದಲ್ಲಿ ಯಾವುದೇ ಕಡಿತ ಮಾಡಿಲ್ಲ. ಆರೋಗ್ಯ, ಶಿಕ್ಷಣ ಮತ್ತು ಗ್ರಾಮೀಣಾಭಿವೃದ್ಧಿ ಕ್ಷೇತ್ರಗಳಿಗೆ ಹೆಚ್ಚಿನ ಅನುದಾನ ನೀಡಲಾಗಿದೆ. 19.08 ಲಕ್ಷ ಕೋಟಿ ರೂ. ತೆರಿಗೆ ಆದಾಯ ಸಂಗ್ರಹ ನಿರೀಕ್ಷೆ ಇದೆ. ರಾಜ್ಯಗಳಿಗೆ ಶೇ.9.7ರಷ್ಟು ಹೆಚ್ಚುವರಿ ಹಣ ನೀಡಲಾಗುತ್ತಿದೆ. xyxy=(389,1238,557,1272)
column-divider-6 xyxy=(566,1152,567,1432)
page-number: 02 xyxy=(150,62,176,82)
manipur-text: ● ಇಂಫಾಲ: ಮುಖ್ಯಮಂತ್ರಿ ಎನ್. ಬಿರೇನ್ ಸಿಂಗ್ ರಾಜೀನಾಮೆ ನೀಡಿದ ನಾಲ್ಕು ದಿನಗಳ ಬಳಿಕ ಮಣಿಪುರದಲ್ಲಿ ರಾಷ್ಟ್ರಪತಿ ಆಳ್ವಿಕೆ ಜಾರಿಗೊಳಿಸಿ ಕೇಂದ್ರ ಗೃಹ ಸಚಿವಾಲಯ ಅಧಿಸೂಚನೆ ಹೊರಡಿಸಿದೆ. ವಿಧಾನಸಭೆಯನ್ನು ಅಮಾನತಿನಲ್ಲಿ ಇರಿಸಲಾಗಿದೆ. ರಾಜ್ಯಪಾಲರ ವರದಿ ಆಧರಿಸಿ ಸಂವಿಧಾನದ 356ನೇ ವಿಧಿಯಡಿ ರಾಷ್ಟ್ರಪತಿ ದ್ರೌಪದಿ ಮುರ್ಮು ಆದೇಶ ಹೊರಡಿಸಿದ್ದಾರೆ. ರಾಜ್ಯದಲ್ಲಿ ಸರ್ಕಾರ ರಚನೆಗೆ ಯಾವುದೇ ಪಕ್ಷ ಹಕ್ಕು ಮಂಡಿಸದ ಹಿನ್ನೆಲೆಯಲ್ಲಿ ಈ ಕ್ರಮ ಕೈಗೊಳ್ಳಲಾಗಿದೆ. ಕಳೆದ 21 ತಿಂಗಳಿನಿಂದ ಮೈತೇಯಿ ಮತ್ತು ಕುಕಿ ಸಮುದಾಯಗಳ ನಡುವಿನ ಜನಾಂಗೀಯ ಸಂಘರ್ಷದಲ್ಲಿ 250ಕ್ಕೂ ಹೆಚ್ಚು ಜನರು ಮೃತಪಟ್ಟಿದ್ದಾರೆ. ಸಾವಿರಾರು ಜನರು ನಿರಾಶ್ರಿತರಾಗಿದ್ದಾರೆ. ಶಾಂತಿ ಸ್ಥಾಪನೆಗೆ ಕೇಂದ್ರ ಸರ್ಕಾರ ಎಲ್ಲ ಕ್ರಮ ಕೈಗೊಳ್ಳಲಿದೆ ಎಂದು ಅಧಿಕಾರಿಗಳು ತಿಳಿಸಿದ್ದಾರೆ. ವಿಪಕ್ಷಗಳು ಈ ನಿರ್ಧಾರವನ್ನು ತಡವಾದ ಕ್ರಮ ಎಂದು ಟೀಕಿಸಿವೆ. ಕಾಂಗ್ರೆಸ್ ನಾಯಕ ಜೈರಾಮ್ ರಮೇಶ್ ಪ್ರತಿಕ್ರಿಯಿಸಿ, ಇದು ಬಿಜೆಪಿ ಸರ್ಕಾರದ ವೈಫಲ್ಯದ ಒಪ್ಪಿಗೆ ಎಂದಿದ್ದಾರೆ. ಫೆಬ್ರವರಿ 9ರಂದು ಬಿರೇನ್ ಸಿಂಗ್ ರಾಜ್ಯಪಾಲ ಅಜಯ್ ಕುಮಾರ್ ಭಲ್ಲಾ ಅವರಿಗೆ ರಾಜೀನಾಮೆ ಸಲ್ಲಿಸಿದ್ದರು. ಹೊಸ ಮುಖ್ಯಮಂತ್ರಿ ಆಯ್ಕೆ ಕುರಿತು ಬಿಜೆಪಿ ಶಾಸಕರಲ್ಲಿ ಒಮ್ಮತ ಮೂಡಿರಲಿಲ್ಲ. ಮಣಿಪುರದಲ್ಲಿ ರಾಷ್ಟ್ರಪತಿ ಆಡಳಿತ ಜಾರಿಯಾಗುತ್ತಿರುವುದು ಇದು ಹನ್ನೊಂದನೇ ಬಾರಿ. xyxy=(206,874,386,996)
column-divider-3 xyxy=(390,826,391,1144)
township-text: ಭಾರತದ ಅತಿದೊಡ್ಡ ಸಮಗ್ರ ಟೌನ್‌ಶಿಪ್‌ಗಳಲ್ಲಿ ಒಂದಾದ ಗೌರ್ ಯಮುನಾ ನಗರವು 20,000 ಕ್ಕೂ ಹೆಚ್ಚು ಮನೆ ಸಮುಚ್ಚಯಗಳನ್ನು ಒಳಗೊಂಡಿದೆ. ಸುಮಾರು 65 ಪ್ರತಿಶತ ಪ್ರದೇಶವನ್ನು ಹಸಿರು ವಲಯವಾಗಿ ಕಾಯ್ದಿರಿಸಲಾಗಿದೆ. ಶಾಲೆ, ಆಸ್ಪತ್ರೆ, ಕ್ರೀಡಾ ಸಂಕೀರ್ಣ ಮತ್ತು ವಾಣಿಜ್ಯ ಕೇಂದ್ರಗಳನ್ನು ಇಲ್ಲಿ ನಿರ್ಮಿಸಲಾಗುತ್ತಿದೆ. 165 ಕಿ.ಮೀ ಉದ್ದದ ಎಕ್ಸ್‌ಪ್ರೆಸ್‌ವೇ ಮೂಲಕ ಸಂಚಾರ ಸುಗಮವಾಗಿದೆ. xyxy=(403,514,517,575)
elephant-headline: ಉತ್ಸವದಲ್ಲಿ ಆನೆಗಳ ಘರ್ಷಣೆಗೆ ಇಬ್ಬರ ಸಾವು xyxy=(400,830,584,865)
fraud-text-3: ಆನ್‌ಲೈನ್ ಹೂಡಿಕೆ: ಬಂಧಿತನ ಖಾತೆಯಲ್ಲಿ 1,20,000 ಕೋಟಿ ರೂ. ವಹಿವಾಟು ನಡೆದಿರುವುದು ಪತ್ತೆಯಾಗಿದೆ. ಮಹಿಳೆಯರನ್ನು ಗುರಿಯಾಗಿಸಿ ವಂಚಿಸಲಾಗಿತ್ತು. ಆರೋಪಿಯ ಸಹಚರರ ಪತ್ತೆಗೆ ವಿಶೇಷ ತಂಡ ರಚಿಸಲಾಗಿದೆ. ಜಾರಿ ನಿರ್ದೇಶನಾಲಯವೂ ಪ್ರಕರಣ ದಾಖಲಿಸಿಕೊಳ್ಳುವ ಸಾಧ್ಯತೆ ಇದೆ. ವಂಚನೆಗೊಳಗಾದವರಿಗೆ ಹಣ ಹಿಂದಿರುಗಿಸಲು ಕ್ರಮ ಕೈಗೊಳ್ಳಲಾಗುವುದು ಎಂದು ಸರ್ಕಾರ ಭರವಸೆ ನೀಡಿದೆ. ಇಂತಹ ಆಮಿಷಗಳಿಗೆ ಬಲಿಯಾಗದಂತೆ ಪೊಲೀಸರು ಎಚ್ಚರಿಕೆ ನೀಡಿದ್ದಾರೆ. xyxy=(748,1302,920,1353)
column-divider-2 xyxy=(202,826,203,1430)
waqf-explainer-title: ಏನಿದು ವಕ್ಫ್ ಮಸೂದೆ? xyxy=(211,274,297,287)
issue-city: ಹುಬ್ಬಳ್ಳಿ xyxy=(864,66,886,76)
session-highlights xyxy=(206,616,380,694)
issue-day: ಶುಕ್ರವಾರ xyxy=(860,36,890,47)
session-highlight-2: ಬಜೆಟ್ ಕುರಿತು 16 ಗಂಟೆ 13 ನಿಮಿಷಗಳ ಚರ್ಚೆ xyxy=(206,643,380,667)
